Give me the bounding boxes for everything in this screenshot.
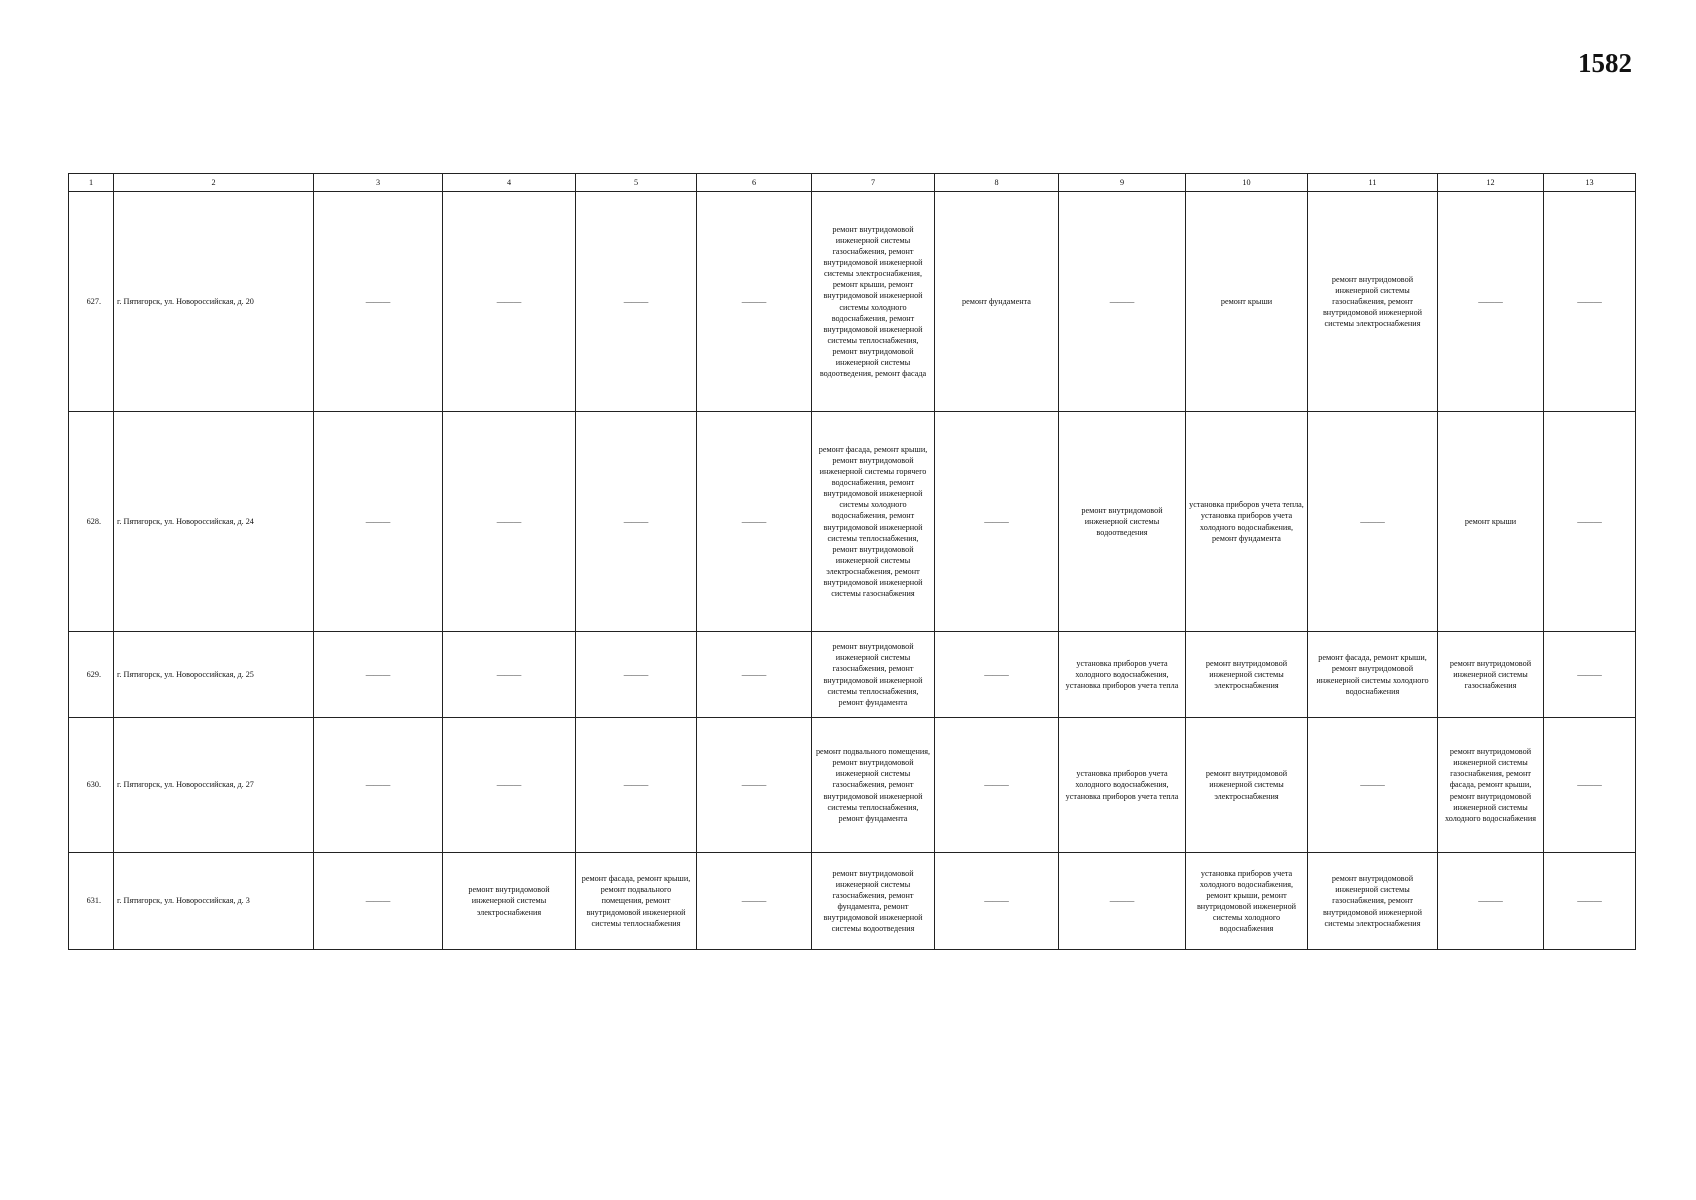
repair-schedule-table: [68, 173, 1636, 950]
column-header: 7: [812, 174, 935, 192]
cell: ———: [443, 632, 576, 718]
column-header: 9: [1059, 174, 1186, 192]
column-header: 10: [1186, 174, 1308, 192]
cell: установка приборов учета холодного водоснабжения, установка приборов учета тепла: [1059, 718, 1186, 853]
cell: ремонт фундамента: [935, 192, 1059, 412]
cell: ———: [935, 853, 1059, 950]
table-row: [69, 853, 1636, 950]
cell: ремонт внутридомовой инженерной системы газоснабжения, ремонт фундамента, ремонт внутридомовой инженерной системы водоотведения: [812, 853, 935, 950]
cell: ———: [443, 718, 576, 853]
cell: ———: [1059, 192, 1186, 412]
column-header: 12: [1438, 174, 1544, 192]
address-cell: г. Пятигорск, ул. Новороссийская, д. 27: [114, 718, 314, 853]
cell: ———: [1438, 192, 1544, 412]
table-row: [69, 412, 1636, 632]
address-cell: г. Пятигорск, ул. Новороссийская, д. 25: [114, 632, 314, 718]
cell: ремонт внутридомовой инженерной системы электроснабжения: [443, 853, 576, 950]
cell: ———: [576, 632, 697, 718]
address-cell: г. Пятигорск, ул. Новороссийская, д. 24: [114, 412, 314, 632]
cell: ———: [314, 412, 443, 632]
cell: ремонт внутридомовой инженерной системы газоснабжения, ремонт внутридомовой инженерной системы электроснабжения: [1308, 192, 1438, 412]
table-row: [69, 192, 1636, 412]
row-number: 628.: [69, 412, 114, 632]
column-header: 8: [935, 174, 1059, 192]
cell: ремонт внутридомовой инженерной системы водоотведения: [1059, 412, 1186, 632]
cell: ———: [1438, 853, 1544, 950]
cell: ремонт внутридомовой инженерной системы газоснабжения: [1438, 632, 1544, 718]
cell: установка приборов учета холодного водоснабжения, установка приборов учета тепла: [1059, 632, 1186, 718]
column-header: 4: [443, 174, 576, 192]
cell: установка приборов учета холодного водоснабжения, ремонт крыши, ремонт внутридомовой инженерной системы холодного водоснабжения: [1186, 853, 1308, 950]
cell: ———: [443, 192, 576, 412]
cell: ———: [314, 192, 443, 412]
cell: ———: [314, 718, 443, 853]
cell: ремонт фасада, ремонт крыши, ремонт внутридомовой инженерной системы горячего водоснабжения, ремонт внутридомовой инженерной системы холодного водоснабжения, ремонт внутридомовой инженерной системы теплоснабжения, ремонт внутридомовой инженерной системы электроснабжения, ремонт внутридомовой инженерной системы газоснабжения: [812, 412, 935, 632]
cell: ремонт внутридомовой инженерной системы электроснабжения: [1186, 718, 1308, 853]
column-header: 1: [69, 174, 114, 192]
row-number: 630.: [69, 718, 114, 853]
row-number: 627.: [69, 192, 114, 412]
address-cell: г. Пятигорск, ул. Новороссийская, д. 3: [114, 853, 314, 950]
cell: ремонт крыши: [1438, 412, 1544, 632]
column-header: 2: [114, 174, 314, 192]
cell: ремонт фасада, ремонт крыши, ремонт внутридомовой инженерной системы холодного водоснабжения: [1308, 632, 1438, 718]
cell: ремонт фасада, ремонт крыши, ремонт подвального помещения, ремонт внутридомовой инженерной системы теплоснабжения: [576, 853, 697, 950]
column-header: 3: [314, 174, 443, 192]
cell: ———: [935, 718, 1059, 853]
column-header: 13: [1544, 174, 1636, 192]
cell: ремонт внутридомовой инженерной системы газоснабжения, ремонт фасада, ремонт крыши, ремонт внутридомовой инженерной системы холодного водоснабжения: [1438, 718, 1544, 853]
cell: ———: [1544, 632, 1636, 718]
column-header: 5: [576, 174, 697, 192]
cell: ———: [697, 192, 812, 412]
cell: ремонт внутридомовой инженерной системы газоснабжения, ремонт внутридомовой инженерной системы электроснабжения: [1308, 853, 1438, 950]
cell: ———: [576, 192, 697, 412]
cell: ———: [697, 632, 812, 718]
column-header: 6: [697, 174, 812, 192]
address-cell: г. Пятигорск, ул. Новороссийская, д. 20: [114, 192, 314, 412]
cell: ремонт подвального помещения, ремонт внутридомовой инженерной системы газоснабжения, ремонт внутридомовой инженерной системы теплоснабжения, ремонт фундамента: [812, 718, 935, 853]
table-row: [69, 632, 1636, 718]
cell: ———: [697, 412, 812, 632]
cell: ———: [443, 412, 576, 632]
cell: ———: [1308, 412, 1438, 632]
column-header: 11: [1308, 174, 1438, 192]
row-number: 629.: [69, 632, 114, 718]
cell: ———: [576, 718, 697, 853]
cell: установка приборов учета тепла, установка приборов учета холодного водоснабжения, ремонт фундамента: [1186, 412, 1308, 632]
cell: ———: [1544, 412, 1636, 632]
cell: ———: [697, 853, 812, 950]
row-number: 631.: [69, 853, 114, 950]
cell: ремонт внутридомовой инженерной системы электроснабжения: [1186, 632, 1308, 718]
cell: ремонт внутридомовой инженерной системы газоснабжения, ремонт внутридомовой инженерной системы теплоснабжения, ремонт фундамента: [812, 632, 935, 718]
cell: ———: [314, 632, 443, 718]
cell: ———: [935, 412, 1059, 632]
cell: ———: [697, 718, 812, 853]
column-number-row: [69, 174, 1636, 192]
table-row: [69, 718, 1636, 853]
cell: ———: [1544, 718, 1636, 853]
cell: ———: [1059, 853, 1186, 950]
page-number: 1582: [1578, 48, 1632, 78]
cell: ремонт внутридомовой инженерной системы газоснабжения, ремонт внутридомовой инженерной системы электроснабжения, ремонт крыши, ремонт внутридомовой инженерной системы холодного водоснабжения, ремонт внутридомовой инженерной системы теплоснабжения, ремонт внутридомовой инженерной системы водоотведения, ремонт фасада: [812, 192, 935, 412]
cell: ———: [935, 632, 1059, 718]
cell: ———: [314, 853, 443, 950]
cell: ———: [1544, 853, 1636, 950]
cell: ———: [1544, 192, 1636, 412]
cell: ———: [576, 412, 697, 632]
cell: ремонт крыши: [1186, 192, 1308, 412]
cell: ———: [1308, 718, 1438, 853]
